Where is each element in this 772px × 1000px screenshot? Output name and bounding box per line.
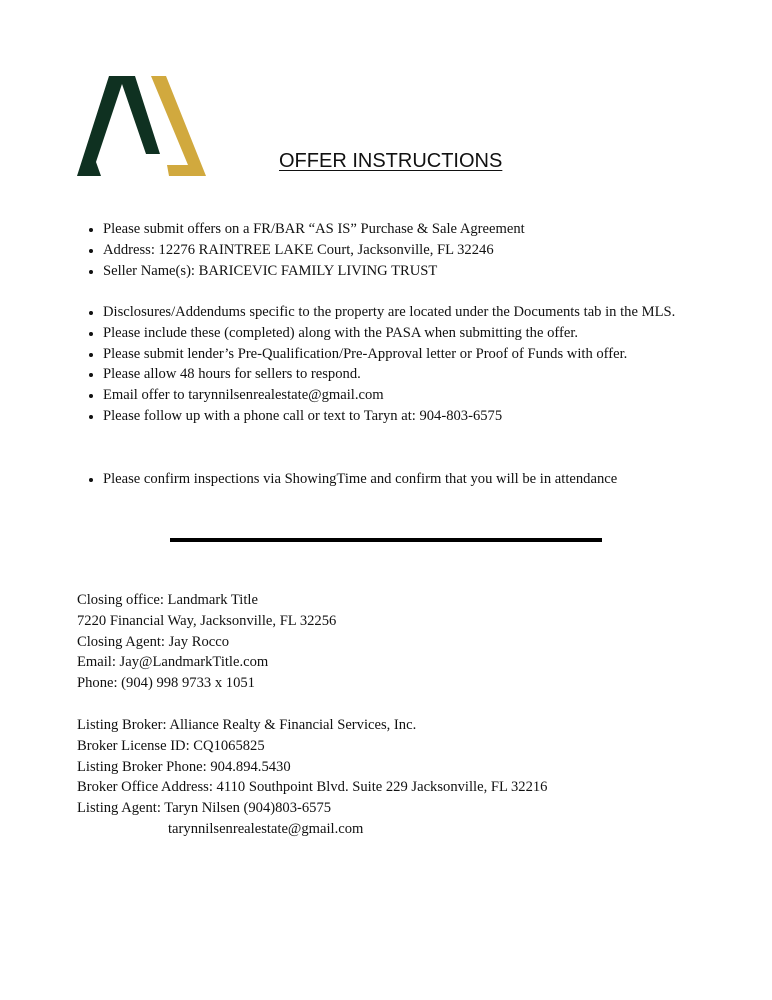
section-divider [170,538,602,542]
list-item: • Please submit lender’s Pre-Qualification/Pre-Approval letter or Proof of Funds with offer. [103,344,693,365]
closing-info [77,590,336,694]
broker-office-address: Broker Office Address: 4110 Southpoint Blvd. Suite 229 Jacksonville, FL 32216 [77,779,548,796]
listing-agent-email: tarynnilsenrealestate@gmail.com [168,820,364,837]
closing-agent: Closing Agent: Jay Rocco [77,633,230,650]
offer-instructions-list-2 [83,302,693,427]
closing-email: Email: Jay@LandmarkTitle.com [77,654,269,671]
listing-broker: Listing Broker: Alliance Realty & Financial Services, Inc. [77,717,417,733]
logo-dark-stroke [77,76,160,176]
closing-phone: Phone: (904) 998 9733 x 1051 [77,675,255,692]
list-item: • Email offer to tarynnilsenrealestate@gmail.com [103,385,693,406]
broker-license: Broker License ID: CQ1065825 [77,737,265,754]
offer-instructions-list-1 [83,219,693,281]
list-item: • Seller Name(s): BARICEVIC FAMILY LIVING TRUST [103,261,693,282]
list-item: • Please submit offers on a FR/BAR “AS IS” Purchase & Sale Agreement [103,219,693,240]
closing-address: 7220 Financial Way, Jacksonville, FL 32256 [77,612,337,629]
list-item: • Please confirm inspections via ShowingTime and confirm that you will be in attendance [103,469,693,490]
company-logo-icon [77,76,209,176]
broker-phone: Listing Broker Phone: 904.894.5430 [77,758,291,775]
closing-office: Closing office: Landmark Title [77,592,258,608]
broker-info [77,715,547,840]
list-item: • Disclosures/Addendums specific to the property are located under the Documents tab in the MLS. [103,302,693,323]
listing-agent: Listing Agent: Taryn Nilsen (904)803-6575 [77,800,332,817]
logo-gold-stroke [151,76,206,176]
list-item: • Address: 12276 RAINTREE LAKE Court, Jacksonville, FL 32246 [103,240,693,261]
offer-instructions-list-3 [83,469,693,490]
page-title: OFFER INSTRUCTIONS [279,150,503,172]
list-item: • Please follow up with a phone call or text to Taryn at: 904-803-6575 [103,406,693,427]
list-item: • Please allow 48 hours for sellers to respond. [103,364,693,385]
list-item: • Please include these (completed) along with the PASA when submitting the offer. [103,323,693,344]
